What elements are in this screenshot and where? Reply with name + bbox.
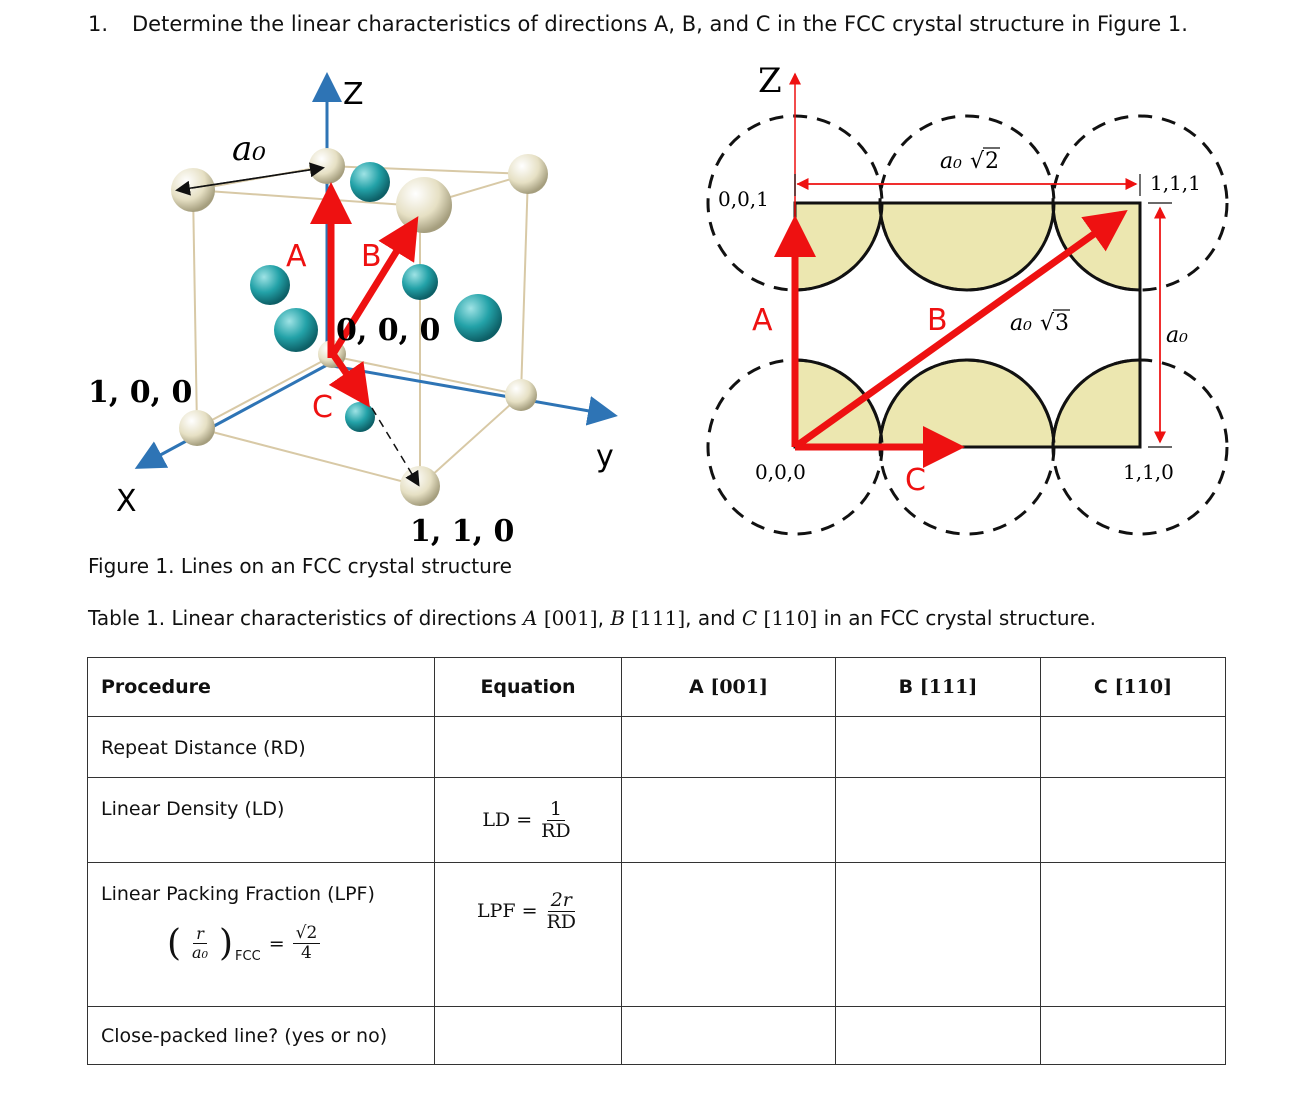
question-body: Determine the linear characteristics of directions A, B, and C in the FCC crystal structure in Figure 1. [132, 12, 1188, 36]
header-procedure: Procedure [88, 658, 435, 717]
header-equation: Equation [435, 658, 622, 717]
plane-label-C: C [905, 463, 926, 498]
label-B: B [361, 239, 382, 274]
cell-rd-C[interactable] [1041, 717, 1226, 778]
plane-label-A: A [752, 303, 773, 338]
cell-lpf-A[interactable] [622, 863, 836, 1007]
table-row [88, 778, 1226, 863]
cell-ld-equation [435, 778, 622, 863]
plane-label-B: B [927, 303, 948, 338]
cell-lpf-B[interactable] [836, 863, 1041, 1007]
coord-000: 0,0,0 [755, 460, 806, 484]
dim-diag-label [1010, 310, 1070, 336]
coord-100: 1, 0, 0 [88, 375, 193, 410]
origin-coord: 0, 0, 0 [336, 313, 441, 348]
coord-001: 0,0,1 [718, 187, 769, 211]
row-label-ld: Linear Density (LD) [88, 778, 435, 863]
characteristics-table [87, 657, 1226, 1065]
svg-text:a₀: a₀ [1010, 311, 1032, 336]
label-C: C [312, 390, 333, 425]
header-A: A [001] [622, 658, 836, 717]
lpf-fraction: $\frac{2r}{RD}$ [546, 888, 577, 933]
svg-text:√: √ [1040, 311, 1055, 336]
question-number: 1. [88, 12, 109, 36]
svg-text:3: 3 [1055, 311, 1069, 336]
row-label-cpl: Close-packed line? (yes or no) [88, 1007, 435, 1065]
header-C: C [110] [1041, 658, 1226, 717]
cell-cpl-equation[interactable] [435, 1007, 622, 1065]
label-A: A [286, 239, 307, 274]
header-B: B [111] [836, 658, 1041, 717]
table-row [88, 717, 1226, 778]
cell-rd-A[interactable] [622, 717, 836, 778]
table-row [88, 1007, 1226, 1065]
right-z-label: Z [758, 61, 782, 101]
table-row [88, 863, 1226, 1007]
lattice-param-label: a₀ [232, 129, 266, 169]
table-header-row [88, 658, 1226, 717]
figure-caption: Figure 1. Lines on an FCC crystal structure [88, 554, 512, 578]
svg-text:a₀: a₀ [940, 149, 962, 174]
y-axis-label: y [596, 439, 614, 474]
svg-text:√: √ [970, 149, 985, 174]
coord-110-right: 1,1,0 [1123, 460, 1174, 484]
cell-cpl-A[interactable] [622, 1007, 836, 1065]
cell-ld-B[interactable] [836, 778, 1041, 863]
ld-fraction: $\frac{1}{RD}$ [541, 797, 571, 842]
dim-top-label [940, 148, 1000, 174]
ratio-equation: ( $\frac{r}{\text{a₀}}$ ) FCC = $\frac{√2}{4}$ [167, 923, 434, 964]
dim-side-label: a₀ [1166, 323, 1188, 348]
cell-ld-C[interactable] [1041, 778, 1226, 863]
cell-ld-A[interactable] [622, 778, 836, 863]
cell-rd-B[interactable] [836, 717, 1041, 778]
row-label-rd: Repeat Distance (RD) [88, 717, 435, 778]
cell-rd-equation[interactable] [435, 717, 622, 778]
cell-lpf-C[interactable] [1041, 863, 1226, 1007]
svg-text:2: 2 [985, 149, 999, 174]
ld-lhs: LD = [482, 809, 533, 831]
coord-110: 1, 1, 0 [410, 514, 515, 549]
lpf-lhs: LPF = [476, 900, 538, 922]
row-label-lpf: Linear Packing Fraction (LPF) ( $\frac{r}{\text{a₀}}$ ) FCC = $\frac{√2}{4}$ [88, 863, 435, 1007]
coord-111: 1,1,1 [1150, 171, 1201, 195]
cell-cpl-C[interactable] [1041, 1007, 1226, 1065]
cell-lpf-equation [435, 863, 622, 1007]
x-axis-label: X [116, 484, 137, 519]
z-axis-label: Z [343, 77, 364, 112]
cell-cpl-B[interactable] [836, 1007, 1041, 1065]
table-caption: Table 1. Linear characteristics of directions A [001], B [111], and C [110] in an FCC crystal structure. [88, 606, 1096, 630]
